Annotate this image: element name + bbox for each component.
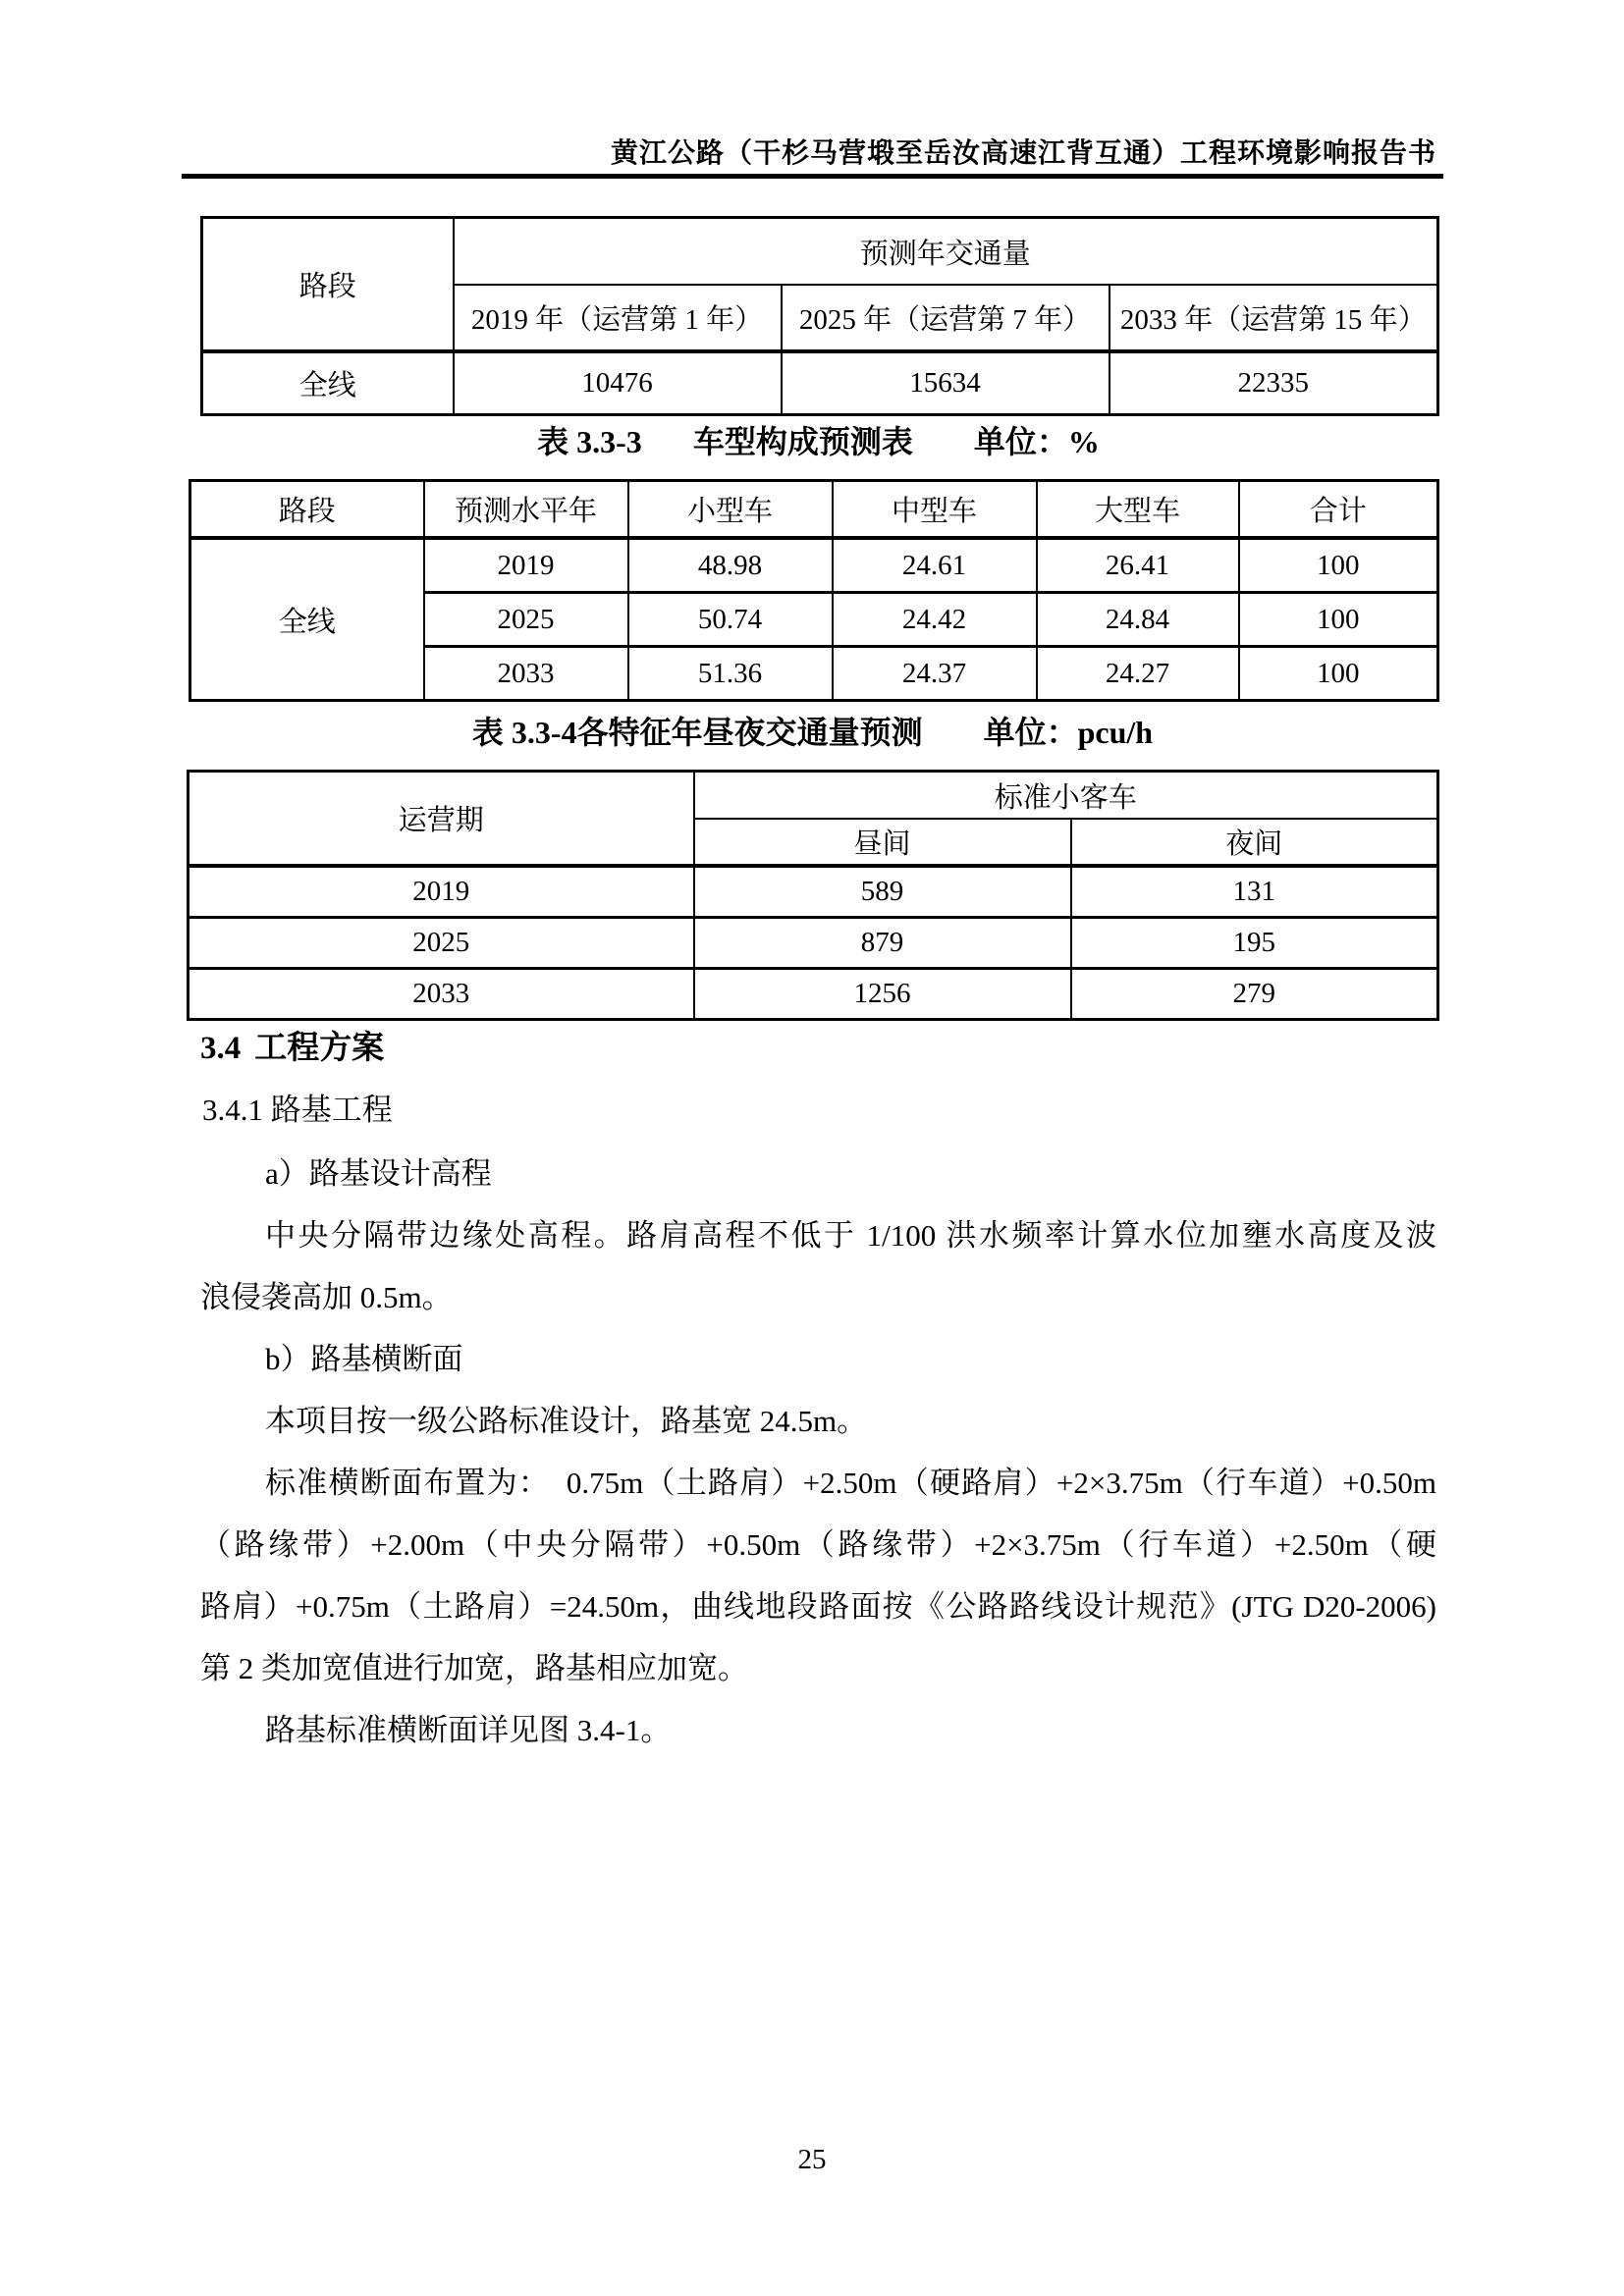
- table-row: [190, 538, 1438, 593]
- mix-table-cell: 50.74: [628, 593, 833, 647]
- section-heading-3-4: [200, 1027, 384, 1069]
- daynight-table-cell: 589: [694, 866, 1071, 918]
- daynight-table-cell: 131: [1071, 866, 1438, 918]
- vehicle-mix-table: [189, 479, 1439, 702]
- traffic-table-year-header: 2019 年（运营第 1 年）: [454, 285, 782, 351]
- traffic-table-year-header: 2025 年（运营第 7 年）: [782, 285, 1110, 351]
- mix-table-header: 中型车: [833, 481, 1037, 539]
- mix-table-cell: 2033: [424, 647, 628, 701]
- body-line: 路基标准横断面详见图 3.4-1。: [265, 1713, 672, 1747]
- caption-title: 车型构成预测表: [692, 424, 913, 459]
- caption-title: 各特征年昼夜交通量预测: [576, 715, 923, 750]
- mix-table-cell: 2025: [424, 593, 628, 647]
- traffic-table-value: 15634: [782, 351, 1110, 415]
- daynight-table-cell: 2033: [189, 969, 694, 1020]
- body-line: a）路基设计高程: [265, 1156, 492, 1191]
- mix-table-header: 小型车: [628, 481, 833, 539]
- table-row: [189, 866, 1438, 918]
- mix-table-header: 大型车: [1037, 481, 1239, 539]
- body-line: 第 2 类加宽值进行加宽，路基相应加宽。: [200, 1651, 748, 1685]
- daynight-table-span-header: 标准小客车: [694, 772, 1438, 820]
- body-line: 路肩）+0.75m（土路肩）=24.50m，曲线地段路面按《公路路线设计规范》(JTG D20-2006): [200, 1589, 1436, 1624]
- daynight-table-cell: 2025: [189, 918, 694, 969]
- body-line: 本项目按一级公路标准设计，路基宽 24.5m。: [265, 1404, 868, 1438]
- table-caption-3-3-4: [189, 711, 1436, 754]
- daynight-table-cell: 2019: [189, 866, 694, 918]
- mix-table-cell: 26.41: [1037, 538, 1239, 593]
- mix-table-header: 路段: [190, 481, 424, 539]
- body-line: 浪侵袭高加 0.5m。: [200, 1280, 453, 1314]
- mix-table-header: 合计: [1239, 481, 1438, 539]
- page-number: 25: [797, 2144, 827, 2175]
- body-paragraphs: [200, 1143, 1436, 1761]
- mix-table-cell: 24.84: [1037, 593, 1239, 647]
- daynight-table-sub-header: 夜间: [1071, 819, 1438, 866]
- daynight-table-period-header: 运营期: [189, 772, 694, 867]
- section-heading-number: 3.4: [200, 1031, 242, 1066]
- table-header-row: [190, 481, 1438, 539]
- daynight-table-sub-header: 昼间: [694, 819, 1071, 866]
- mix-table-cell: 100: [1239, 538, 1438, 593]
- daynight-table-cell: 879: [694, 918, 1071, 969]
- section-subheading-3-4-1: 3.4.1 路基工程: [202, 1093, 393, 1127]
- caption-label: 表 3.3-3: [537, 424, 642, 459]
- mix-table-cell: 24.61: [833, 538, 1037, 593]
- caption-unit-label: 单位：: [983, 715, 1078, 750]
- day-night-traffic-table: [187, 770, 1439, 1021]
- header-rule: [182, 174, 1443, 179]
- mix-table-cell: 100: [1239, 647, 1438, 701]
- table-row: [202, 351, 1438, 415]
- mix-table-cell: 48.98: [628, 538, 833, 593]
- page-header-title: 黄江公路（干杉马营塅至岳汝高速江背互通）工程环境影响报告书: [610, 138, 1436, 169]
- table-row: [189, 918, 1438, 969]
- traffic-table-value: 22335: [1110, 351, 1438, 415]
- traffic-table-row-label: 全线: [202, 351, 454, 415]
- caption-label: 表 3.3-4: [471, 715, 577, 750]
- mix-table-cell: 51.36: [628, 647, 833, 701]
- mix-table-cell: 2019: [424, 538, 628, 593]
- traffic-table-road-header: 路段: [202, 218, 454, 352]
- mix-table-cell: 100: [1239, 593, 1438, 647]
- caption-unit-value: %: [1067, 424, 1100, 459]
- body-line: 标准横断面布置为： 0.75m（土路肩）+2.50m（硬路肩）+2×3.75m（行车道）+0.50m: [265, 1466, 1436, 1500]
- daynight-table-cell: 195: [1071, 918, 1438, 969]
- traffic-table-value: 10476: [454, 351, 782, 415]
- mix-table-cell: 24.27: [1037, 647, 1239, 701]
- mix-table-row-label: 全线: [190, 538, 424, 701]
- table-row: [189, 969, 1438, 1020]
- traffic-table-span-header: 预测年交通量: [454, 218, 1438, 286]
- traffic-forecast-table: [200, 216, 1439, 416]
- daynight-table-cell: 1256: [694, 969, 1071, 1020]
- mix-table-cell: 24.37: [833, 647, 1037, 701]
- caption-unit-label: 单位：: [973, 424, 1068, 459]
- daynight-table-cell: 279: [1071, 969, 1438, 1020]
- section-heading-text: 工程方案: [254, 1029, 385, 1065]
- table-caption-3-3-3: [200, 422, 1436, 461]
- mix-table-cell: 24.42: [833, 593, 1037, 647]
- body-line: （路缘带）+2.00m（中央分隔带）+0.50m（路缘带）+2×3.75m（行车道）+2.50m（硬: [200, 1527, 1436, 1562]
- body-line: 中央分隔带边缘处高程。路肩高程不低于 1/100 洪水频率计算水位加壅水高度及波: [265, 1218, 1436, 1253]
- traffic-table-year-header: 2033 年（运营第 15 年）: [1110, 285, 1438, 351]
- caption-unit-value: pcu/h: [1077, 715, 1154, 750]
- body-line: b）路基横断面: [265, 1342, 463, 1376]
- mix-table-header: 预测水平年: [424, 481, 628, 539]
